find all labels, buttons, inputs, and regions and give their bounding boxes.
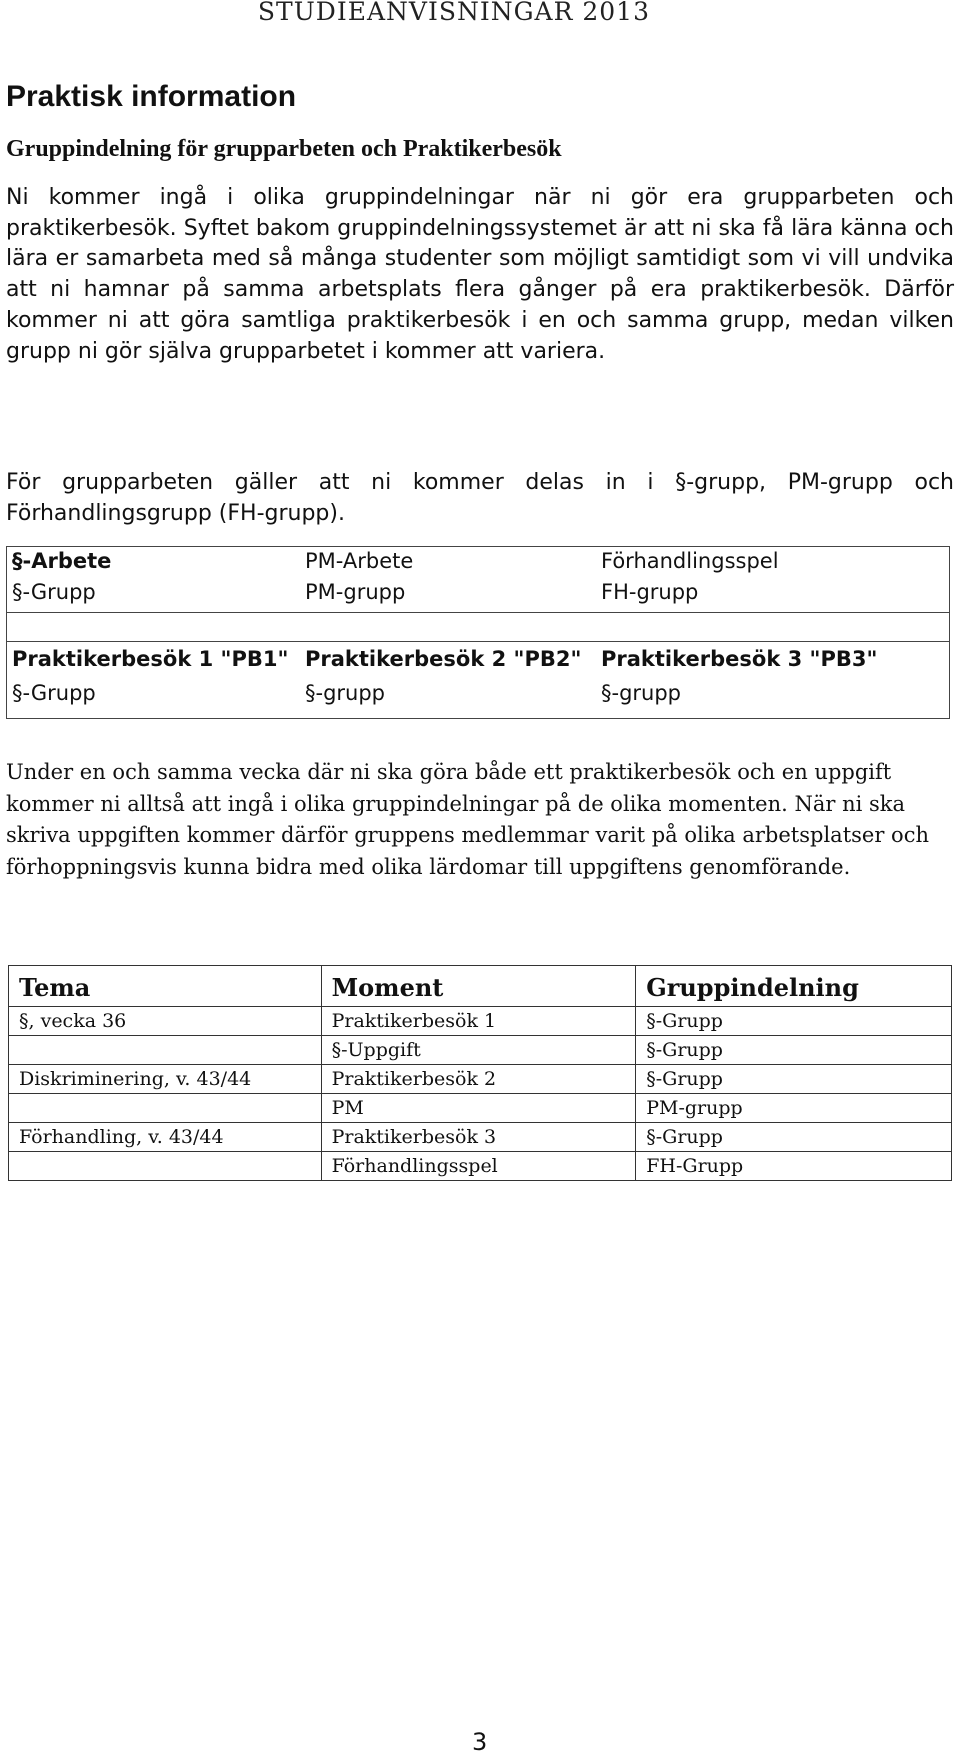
group-overview-box xyxy=(6,546,950,719)
table-cell xyxy=(9,1036,322,1065)
visit-header-1: Praktikerbesök 1 "PB1" xyxy=(12,647,289,671)
section-title: Praktisk information xyxy=(6,80,297,113)
visit-header-row xyxy=(7,645,949,679)
work-header-1: §-Arbete xyxy=(12,549,112,573)
visit-header-3: Praktikerbesök 3 "PB3" xyxy=(601,647,878,671)
table-cell: §-Grupp xyxy=(636,1036,952,1065)
box-divider-top xyxy=(7,612,949,613)
work-group-3: FH-grupp xyxy=(601,580,699,604)
table-cell: Förhandling, v. 43/44 xyxy=(9,1123,322,1152)
table-row xyxy=(9,1036,952,1065)
work-header-2: PM-Arbete xyxy=(305,549,414,573)
week-paragraph: Under en och samma vecka där ni ska göra både ett praktikerbesök och en uppgift kommer ni alltså att ingå i olika gruppindelningar på de olika momenten. När ni ska skriva uppgiften kommer därför gruppens medlemmar varit på olika arbetsplatser och förhoppningsvis kunna bidra med olika lärdomar till uppgiftens genomförande. xyxy=(6,760,929,879)
table-cell: FH-Grupp xyxy=(636,1152,952,1181)
table-cell: §-Grupp xyxy=(636,1007,952,1036)
table-row xyxy=(9,1065,952,1094)
table-cell: §, vecka 36 xyxy=(9,1007,322,1036)
table-cell xyxy=(9,1094,322,1123)
column-header-tema: Tema xyxy=(9,966,322,1007)
schedule-header-row xyxy=(9,966,952,1007)
groups-paragraph: För grupparbeten gäller att ni kommer delas in i §-grupp, PM-grupp och Förhandlingsgrupp (FH-grupp). xyxy=(6,470,954,526)
schedule-table xyxy=(8,965,952,1181)
table-cell: Praktikerbesök 1 xyxy=(321,1007,636,1036)
table-cell: §-Grupp xyxy=(636,1123,952,1152)
table-cell: Diskriminering, v. 43/44 xyxy=(9,1065,322,1094)
section-subtitle: Gruppindelning för grupparbeten och Praktikerbesök xyxy=(6,136,562,162)
page-number: 3 xyxy=(472,1728,488,1756)
table-cell: Förhandlingsspel xyxy=(321,1152,636,1181)
intro-paragraph: Ni kommer ingå i olika gruppindelningar när ni gör era grupparbeten och praktikerbesök. Syftet bakom gruppindelningssystemet är att ni ska få lära känna och lära er samarbeta med så många studenter som möjligt samtidigt som vi vill undvika att ni hamnar på samma arbetsplats flera gånger på era praktikerbesök. Därför kommer ni att göra samtliga praktikerbesök i en och samma grupp, medan vilken grupp ni gör själva grupparbetet i kommer att variera. xyxy=(6,185,954,364)
table-row xyxy=(9,1123,952,1152)
table-cell: §-Grupp xyxy=(636,1065,952,1094)
work-group-2: PM-grupp xyxy=(305,580,406,604)
visit-group-row xyxy=(7,679,949,713)
table-row xyxy=(9,1152,952,1181)
column-header-moment: Moment xyxy=(321,966,636,1007)
visit-group-3: §-grupp xyxy=(601,681,682,705)
column-header-gruppindelning: Gruppindelning xyxy=(636,966,952,1007)
table-cell: Praktikerbesök 2 xyxy=(321,1065,636,1094)
visit-header-2: Praktikerbesök 2 "PB2" xyxy=(305,647,582,671)
work-group-1: §-Grupp xyxy=(12,580,96,604)
table-cell: PM xyxy=(321,1094,636,1123)
table-cell: PM-grupp xyxy=(636,1094,952,1123)
running-header: STUDIEANVISNINGAR 2013 xyxy=(257,0,650,26)
table-cell: Praktikerbesök 3 xyxy=(321,1123,636,1152)
work-header-3: Förhandlingsspel xyxy=(601,549,779,573)
work-group-row xyxy=(7,578,949,612)
box-divider-bottom xyxy=(7,641,949,642)
table-cell xyxy=(9,1152,322,1181)
visit-group-1: §-Grupp xyxy=(12,681,96,705)
table-row xyxy=(9,1007,952,1036)
visit-group-2: §-grupp xyxy=(305,681,386,705)
table-row xyxy=(9,1094,952,1123)
table-cell: §-Uppgift xyxy=(321,1036,636,1065)
work-header-row xyxy=(7,547,949,581)
